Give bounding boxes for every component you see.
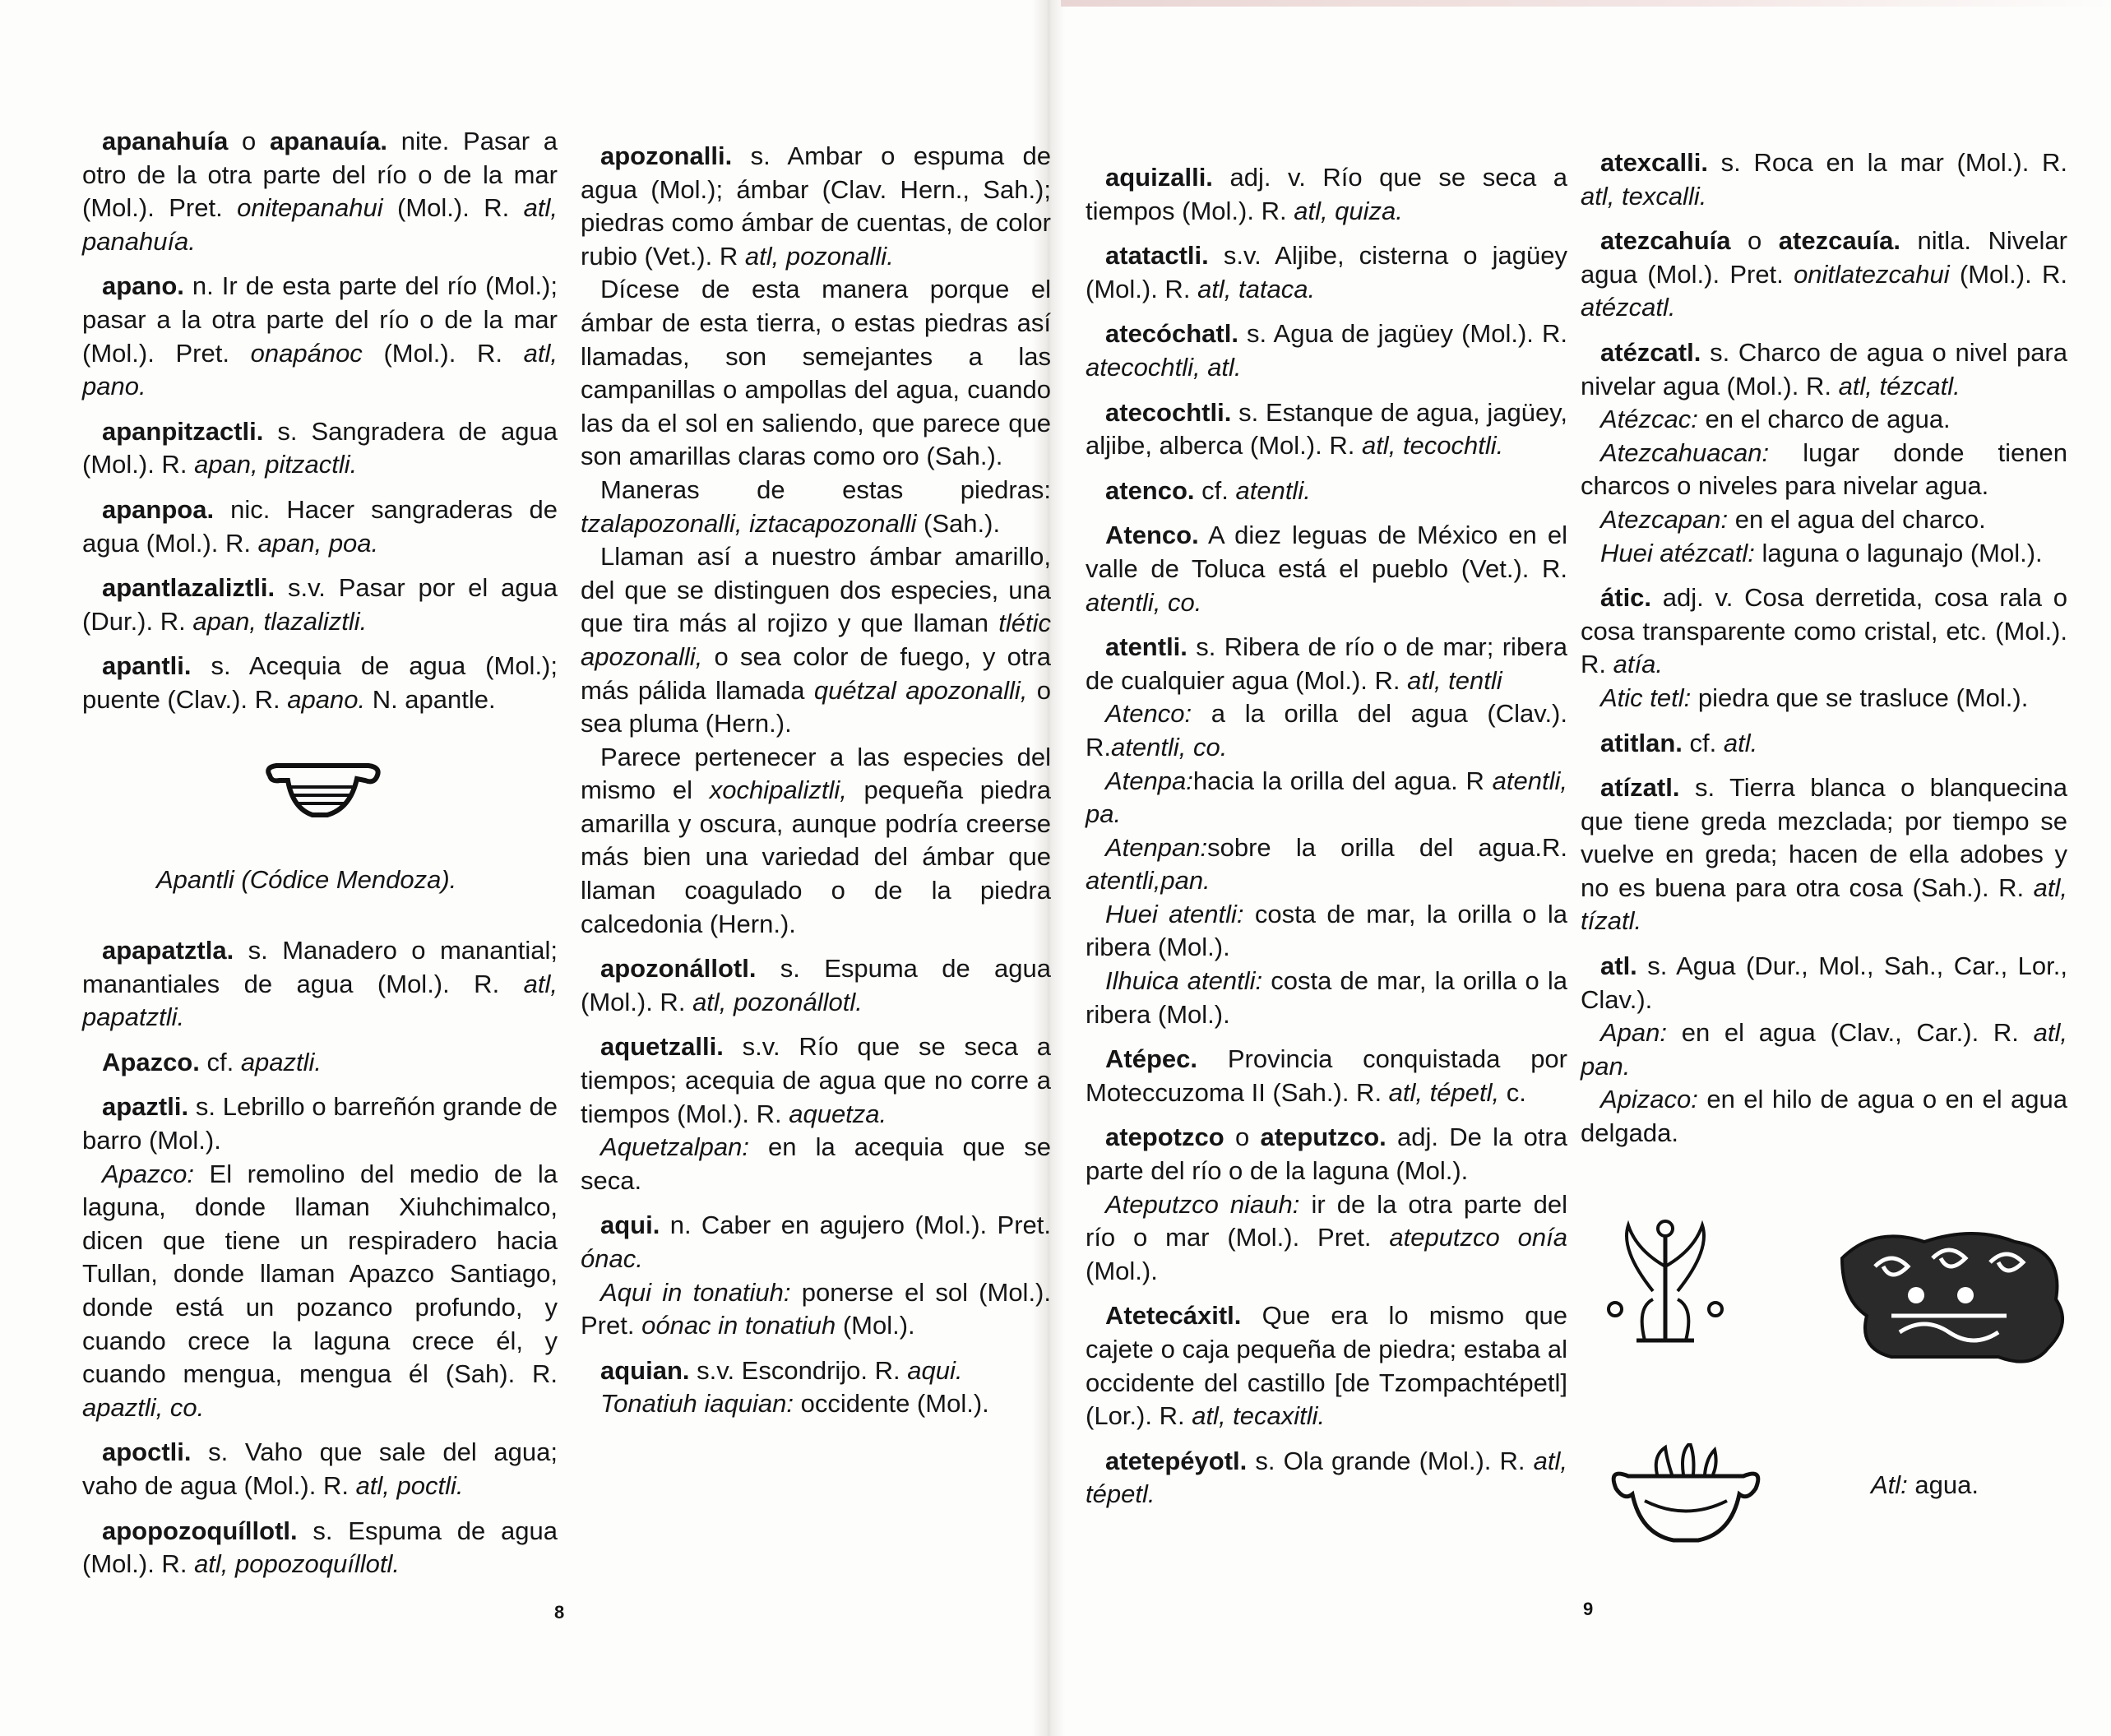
definition-text: en el hilo de agua o en el agua delgada. xyxy=(1581,1085,2067,1148)
dictionary-entry xyxy=(1086,396,1567,463)
definition-text: s. Ola grande (Mol.). R. xyxy=(1247,1446,1534,1475)
italic-term: atentli, pa. xyxy=(1086,766,1567,829)
italic-term: apaztli, co. xyxy=(82,1392,205,1422)
headword: Atépec. xyxy=(1105,1044,1197,1074)
italic-term: atl, papatztli. xyxy=(82,969,558,1032)
dictionary-entry xyxy=(1086,765,1567,831)
definition-text: o xyxy=(1730,226,1779,256)
page-edge xyxy=(1061,0,2111,7)
italic-term: atecochtli, atl. xyxy=(1086,352,1242,382)
headword: apozonalli. xyxy=(600,141,733,170)
definition-text: s. Agua de jagüey (Mol.). R. xyxy=(1238,319,1567,349)
headword: apano. xyxy=(102,271,184,301)
dictionary-entry xyxy=(82,1436,558,1502)
dictionary-entry xyxy=(1581,503,2067,537)
water-swirl-glyph-icon xyxy=(1826,1225,2072,1373)
left-page-column-2 xyxy=(581,140,1051,1421)
headword: átic. xyxy=(1600,583,1652,613)
italic-term: Aqui in tonatiuh: xyxy=(600,1277,791,1307)
dictionary-entry xyxy=(1086,1043,1567,1109)
dictionary-entry xyxy=(82,934,558,1035)
italic-term: Atic tetl: xyxy=(1600,683,1692,712)
italic-term: atl, pan. xyxy=(1581,1018,2067,1081)
italic-term: Atézcac: xyxy=(1600,405,1698,434)
definition-text: s. Charco de agua o nivel para nivelar agua (Mol.). R. xyxy=(1581,337,2067,400)
italic-term: onapánoc xyxy=(250,338,363,368)
italic-term: apaztli. xyxy=(240,1047,322,1076)
dictionary-entry xyxy=(1086,1121,1567,1187)
italic-term: atentli, co. xyxy=(1111,732,1228,762)
italic-term: atl, panahuía. xyxy=(82,193,558,256)
italic-term: xochipaliztli, xyxy=(709,775,847,805)
italic-term: atía. xyxy=(1613,650,1663,679)
definition-text: adj. De la otra parte del río o de la laguna (Mol.). xyxy=(1086,1123,1567,1186)
dictionary-entry xyxy=(581,1030,1051,1131)
definition-text: o sea pluma (Hern.). xyxy=(581,675,1052,738)
definition-text: costa de mar, la orilla o la ribera (Mol.). xyxy=(1086,899,1567,962)
headword: apapatztla. xyxy=(102,936,234,965)
definition-text: o sea color de fuego, y otra más pálida llamada xyxy=(581,641,1051,705)
headword: atexcalli. xyxy=(1600,148,1708,177)
definition-text: cf. xyxy=(199,1047,241,1076)
dictionary-entry xyxy=(1581,437,2067,503)
definition-text: El remolino del medio de la laguna, donde llaman Xiuhchimalco, dicen que tiene un respiradero hacia Tullan, donde llaman Apazco Santiago, donde está un pozanco profundo, y cuando crece la laguna crece él, y cuando mengua, mengua él (Sah). R. xyxy=(82,1159,558,1389)
figure-caption-apantli: Apantli (Códice Mendoza). xyxy=(156,865,457,894)
dictionary-entry xyxy=(1581,225,2067,325)
definition-text: nite. Pasar a otro de la otra parte del río o de la mar (Mol.). Pret. xyxy=(82,127,558,223)
definition-text: en la acequia que se seca. xyxy=(581,1132,1051,1195)
headword: Apazco. xyxy=(102,1047,200,1076)
headword: Atenco. xyxy=(1105,521,1199,550)
headword: apoctli. xyxy=(102,1437,192,1467)
italic-term: Atezcahuacan: xyxy=(1600,437,1770,467)
dictionary-entry xyxy=(82,1158,558,1425)
right-page-column-2 xyxy=(1581,146,2067,1150)
definition-text: costa de mar, la orilla o la ribera (Mol.). xyxy=(1086,966,1568,1029)
headword: Atetecáxitl. xyxy=(1105,1301,1242,1331)
definition-text: adj. v. Cosa derretida, cosa rala o cosa transparente como cristal, etc. (Mol.). R. xyxy=(1581,583,2067,679)
dictionary-entry xyxy=(1581,146,2067,213)
definition-text: s. Sangradera de agua (Mol.). R. xyxy=(82,416,558,479)
dictionary-entry xyxy=(82,1515,558,1581)
definition-text: s. Lebrillo o barreñón grande de barro (Mol.). xyxy=(82,1092,558,1155)
italic-term: Atenpa: xyxy=(1105,766,1193,795)
headword: atl. xyxy=(1600,951,1637,981)
italic-term: atl, tentli xyxy=(1407,665,1502,695)
italic-term: Apazco: xyxy=(102,1159,195,1188)
headword: apanpitzactli. xyxy=(102,416,264,446)
italic-term: onitepanahui xyxy=(237,193,383,223)
definition-text: s. Roca en la mar (Mol.). R. xyxy=(1707,148,2067,177)
headword: atenco. xyxy=(1105,475,1195,505)
headword: apanahuía xyxy=(102,127,229,155)
italic-term: atl, texcalli. xyxy=(1581,181,1707,211)
caption-term: Atl: xyxy=(1871,1470,1908,1499)
italic-term: apano. xyxy=(287,684,366,714)
italic-term: atentli. xyxy=(1235,475,1311,505)
dictionary-entry xyxy=(1581,771,2067,938)
dictionary-entry xyxy=(82,1046,558,1080)
italic-term: Tonatiuh iaquian: xyxy=(600,1389,794,1419)
definition-text: en el charco de agua. xyxy=(1697,405,1951,434)
definition-text: s. Espuma de agua (Mol.). R. xyxy=(581,954,1051,1016)
definition-text: s.v. Río que se seca a tiempos; acequia de agua que no corre a tiempos (Mol.). R. xyxy=(581,1032,1051,1128)
headword: atecochtli. xyxy=(1105,397,1232,427)
definition-text: n. Caber en agujero (Mol.). Pret. xyxy=(660,1211,1051,1240)
definition-text: nitla. Nivelar agua (Mol.). Pret. xyxy=(1581,226,2067,289)
italic-term: atl. xyxy=(1723,728,1758,757)
headword: ateputzco. xyxy=(1260,1123,1387,1152)
definition-text: (Sah.). xyxy=(916,508,1001,538)
italic-term: atentli,pan. xyxy=(1086,866,1211,896)
definition-text: sobre la orilla del agua.R. xyxy=(1207,832,1567,862)
headword: atízatl. xyxy=(1600,773,1680,803)
definition-text: cf. xyxy=(1194,475,1236,505)
dictionary-entry xyxy=(1086,317,1567,384)
dictionary-entry xyxy=(1581,727,2067,761)
italic-term: atl, tataca. xyxy=(1197,274,1316,303)
italic-term: oónac in tonatiuh xyxy=(641,1311,836,1340)
italic-term: aqui. xyxy=(907,1355,963,1385)
dictionary-entry xyxy=(82,415,558,482)
definition-text: s. Acequia de agua (Mol.); puente (Clav.). R. xyxy=(82,651,558,714)
italic-term: Aquetzalpan: xyxy=(600,1132,749,1162)
definition-text: cf. xyxy=(1682,728,1724,757)
dictionary-entry xyxy=(581,1209,1051,1275)
dictionary-entry xyxy=(581,540,1051,741)
definition-text: piedra que se trasluce (Mol.). xyxy=(1691,683,2029,712)
dictionary-entry xyxy=(1086,898,1567,965)
italic-term: apan, tlazaliztli. xyxy=(192,606,368,636)
headword: atezcahuía xyxy=(1600,226,1731,256)
italic-term: aquetza. xyxy=(789,1099,887,1128)
headword: atetepéyotl. xyxy=(1105,1446,1248,1475)
headword: aqui. xyxy=(600,1211,660,1240)
definition-text: s. Estanque de agua, jagüey, aljibe, alberca (Mol.). R. xyxy=(1086,397,1567,461)
definition-text: Dícese de esta manera porque el ámbar de esta tierra, o estas piedras así llamadas, son semejantes a las campanillas o ampollas del agua, cuando las da el sol en saliendo, que parece que son amarillas claras como oro (Sah.). xyxy=(581,275,1051,471)
definition-text: (Mol.). R. xyxy=(362,338,524,368)
headword: aquetzalli. xyxy=(600,1032,724,1062)
dictionary-entry xyxy=(1086,475,1567,508)
headword: apanauía. xyxy=(270,127,388,155)
italic-term: Huei atentli: xyxy=(1105,899,1244,928)
headword: atezcauía. xyxy=(1778,226,1900,256)
definition-text: o xyxy=(228,127,271,155)
dictionary-entry xyxy=(1086,1188,1567,1289)
dictionary-entry xyxy=(581,273,1051,474)
definition-text: s. Ribera de río o de mar; ribera de cualquier agua (Mol.). R. xyxy=(1086,632,1567,695)
dictionary-entry xyxy=(1086,519,1567,619)
italic-term: apan, pitzactli. xyxy=(194,450,358,479)
definition-text: hacia la orilla del agua. R xyxy=(1192,766,1493,795)
dictionary-entry xyxy=(1086,631,1567,697)
italic-term: onitlatezcahui xyxy=(1794,259,1950,289)
italic-term: apan, poa. xyxy=(257,528,379,558)
italic-term: atl, tézcatl. xyxy=(1838,371,1961,400)
dictionary-entry xyxy=(82,493,558,560)
definition-text: nic. Hacer sangraderas de agua (Mol.). R. xyxy=(82,494,558,558)
dictionary-entry xyxy=(1086,161,1567,228)
italic-term: ateputzco onía xyxy=(1389,1223,1567,1252)
bowl-glyph-icon xyxy=(1608,1443,1764,1550)
headword: atatactli. xyxy=(1105,241,1209,271)
dictionary-entry xyxy=(581,741,1051,942)
dictionary-entry xyxy=(581,474,1051,540)
dictionary-entry xyxy=(1581,1016,2067,1083)
definition-text: (Mol.). xyxy=(836,1311,915,1340)
italic-term: quétzal apozonalli, xyxy=(813,675,1028,705)
dictionary-entry xyxy=(581,952,1051,1019)
headword: atepotzco xyxy=(1105,1123,1224,1152)
italic-term: Apan: xyxy=(1600,1018,1668,1048)
definition-text: s.v. Aljibe, cisterna o jagüey (Mol.). R. xyxy=(1086,241,1567,303)
headword: atentli. xyxy=(1105,632,1187,662)
italic-term: atl, pano. xyxy=(82,338,558,401)
dictionary-entry xyxy=(1086,239,1567,306)
definition-text: Llaman así a nuestro ámbar amarillo, del que se distinguen dos especies, una que tira más al rojizo y que llaman xyxy=(581,542,1051,638)
definition-text: (Mol.). R. xyxy=(1949,259,2067,289)
dictionary-entry xyxy=(581,1276,1051,1343)
caption-text: agua. xyxy=(1907,1470,1979,1499)
definition-text: en el agua del charco. xyxy=(1728,504,1986,534)
definition-text: n. Ir de esta parte del río (Mol.); pasar a la otra parte del río o de la mar (Mol.). Pret. xyxy=(82,271,558,368)
italic-term: atl, tízatl. xyxy=(1581,873,2067,936)
italic-term: atl, tépetl, xyxy=(1388,1077,1500,1107)
dictionary-entry xyxy=(82,650,558,716)
definition-text: A diez leguas de México en el valle de Toluca está el pueblo (Vet.). R. xyxy=(1086,521,1567,583)
page-number-right: 9 xyxy=(1583,1599,1594,1619)
definition-text: ir de la otra parte del río o mar (Mol.). Pret. xyxy=(1086,1189,1567,1252)
definition-text: adj. v. Río que se seca a tiempos (Mol.). R. xyxy=(1086,163,1567,225)
dictionary-entry xyxy=(82,125,558,258)
italic-term: Atezcapan: xyxy=(1600,504,1729,534)
italic-term: atl, poctli. xyxy=(355,1470,464,1500)
definition-text: c. xyxy=(1499,1077,1526,1107)
definition-text: s. Tierra blanca o blanquecina que tiene greda mezclada; por tiempo se vuelve en greda; hacen de ella adobes y no es buena para otra cosa (Sah.). R. xyxy=(1581,773,2067,902)
dictionary-entry xyxy=(1086,697,1567,764)
figure-caption-atl xyxy=(1871,1470,1979,1500)
dictionary-entry xyxy=(1581,682,2067,715)
definition-text: occidente (Mol.). xyxy=(794,1389,989,1419)
left-page-column-1-top xyxy=(82,125,558,717)
headword: atitlan. xyxy=(1600,728,1683,757)
dictionary-entry xyxy=(1581,581,2067,682)
headword: apozonállotl. xyxy=(600,954,757,984)
dictionary-entry xyxy=(1581,1083,2067,1150)
dictionary-entry xyxy=(1086,1299,1567,1433)
definition-text: laguna o lagunajo (Mol.). xyxy=(1754,538,2043,567)
headword: aquizalli. xyxy=(1105,163,1213,192)
dictionary-entry xyxy=(1581,537,2067,571)
dictionary-entry xyxy=(82,1090,558,1157)
apantli-glyph-icon xyxy=(262,761,385,826)
definition-text: (Mol.). R. xyxy=(382,193,524,223)
dictionary-entry xyxy=(1581,336,2067,403)
italic-term: atentli, co. xyxy=(1086,587,1202,617)
dictionary-entry xyxy=(82,270,558,403)
headword: apantlazaliztli. xyxy=(102,573,275,603)
italic-term: atl, quiza. xyxy=(1294,196,1403,225)
dictionary-entry xyxy=(1581,403,2067,437)
definition-text: s. Espuma de agua (Mol.). R. xyxy=(82,1516,558,1579)
definition-text: s. Ambar o espuma de agua (Mol.); ámbar (Clav. Hern., Sah.); piedras como ámbar de cuentas, de color rubio (Vet.). R xyxy=(581,141,1051,271)
italic-term: atézcatl. xyxy=(1581,293,1676,322)
definition-text: N. apantle. xyxy=(365,684,496,714)
headword: atézcatl. xyxy=(1600,337,1701,367)
definition-text: s. Vaho que sale del agua; vaho de agua (Mol.). R. xyxy=(82,1437,558,1500)
definition-text: s.v. Pasar por el agua (Dur.). R. xyxy=(82,573,558,636)
italic-term: atl, tecaxitli. xyxy=(1192,1401,1326,1431)
italic-term: atl, tépetl. xyxy=(1086,1446,1567,1509)
plant-glyph-icon xyxy=(1604,1217,1727,1357)
definition-text: s.v. Escondrijo. R. xyxy=(689,1355,908,1385)
definition-text: en el agua (Clav., Car.). R. xyxy=(1667,1018,2034,1048)
headword: apopozoquíllotl. xyxy=(102,1516,298,1545)
definition-text: ponerse el sol (Mol.). Pret. xyxy=(581,1277,1051,1340)
definition-text: Que era lo mismo que cajete o caja pequeña de piedra; estaba al occidente del castillo [de Tzompachtépetl] (Lor.). R. xyxy=(1086,1301,1567,1431)
italic-term: atl, pozonállotl. xyxy=(692,987,863,1016)
definition-text: o xyxy=(1224,1123,1261,1152)
dictionary-entry xyxy=(1581,950,2067,1016)
italic-term: atl, pozonalli. xyxy=(744,241,894,271)
italic-term: ónac. xyxy=(581,1244,643,1273)
headword: atecóchatl. xyxy=(1105,319,1238,349)
italic-term: Huei atézcatl: xyxy=(1600,538,1755,567)
dictionary-entry xyxy=(581,1131,1051,1197)
left-page-column-1-bottom xyxy=(82,934,558,1581)
definition-text: s. Manadero o manantial; manantiales de agua (Mol.). R. xyxy=(82,936,558,998)
definition-text: Maneras de estas piedras: xyxy=(600,475,1051,504)
italic-term: tzalapozonalli, iztacapozonalli xyxy=(581,508,917,538)
dictionary-entry xyxy=(82,572,558,638)
definition-text: Parece pertenecer a las especies del mismo el xyxy=(581,742,1051,805)
definition-text: (Mol.). xyxy=(1086,1256,1158,1285)
dictionary-entry xyxy=(1086,1445,1567,1511)
dictionary-entry xyxy=(1086,965,1567,1031)
italic-term: Ateputzco niauh: xyxy=(1105,1189,1300,1219)
italic-term: tlétic apozonalli, xyxy=(581,609,1051,671)
italic-term: Atenpan: xyxy=(1105,832,1208,862)
headword: aquian. xyxy=(600,1355,690,1385)
italic-term: Ilhuica atentli: xyxy=(1105,966,1263,996)
definition-text: a la orilla del agua (Clav.). R. xyxy=(1086,699,1567,762)
definition-text: s. Agua (Dur., Mol., Sah., Car., Lor., Clav.). xyxy=(1581,951,2067,1014)
italic-term: Apizaco: xyxy=(1600,1085,1698,1114)
definition-text: pequeña piedra amarilla y oscura, aunque podría creerse más bien una variedad del ámbar que llaman coagulado o de la piedra calcedonia (Hern.). xyxy=(581,775,1051,938)
headword: apantli. xyxy=(102,651,192,681)
definition-text: Provincia conquistada por Moteccuzoma II (Sah.). R. xyxy=(1086,1044,1567,1107)
dictionary-entry xyxy=(581,140,1051,273)
dictionary-entry xyxy=(581,1387,1051,1421)
right-page-column-1 xyxy=(1086,161,1567,1511)
definition-text: lugar donde tienen charcos o niveles para nivelar agua. xyxy=(1581,437,2067,501)
headword: apanpoa. xyxy=(102,494,215,524)
page-number-left: 8 xyxy=(554,1602,565,1623)
italic-term: atl, tecochtli. xyxy=(1361,431,1504,461)
dictionary-entry xyxy=(1086,831,1567,898)
italic-term: atl, popozoquíllotl. xyxy=(194,1549,400,1579)
italic-term: Atenco: xyxy=(1105,699,1192,729)
dictionary-entry xyxy=(581,1354,1051,1388)
headword: apaztli. xyxy=(102,1092,189,1122)
